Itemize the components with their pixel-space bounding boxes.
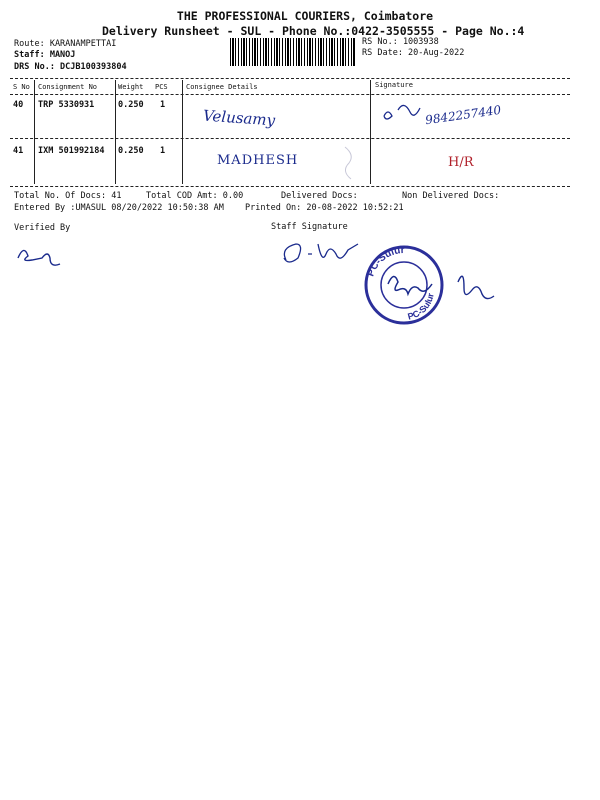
row-weight: 0.250 [118, 100, 144, 110]
company-title: THE PROFESSIONAL COURIERS, Coimbatore [176, 9, 434, 23]
signature-phone: 9842257440 [424, 102, 502, 128]
total-docs: Total No. Of Docs: 41 [14, 191, 122, 201]
header-signature: Signature [375, 81, 413, 89]
row-consignment: IXM 501992184 [38, 146, 105, 156]
header-consignee: Consignee Details [186, 83, 258, 91]
header-pcs: PCS [155, 83, 168, 91]
staff-label: Staff: MANOJ [14, 50, 76, 60]
consignee-handwriting: Velusamy [202, 106, 276, 130]
entered-by: Entered By :UMASUL 08/20/2022 10:50:38 AM [14, 203, 224, 213]
row-sno: 41 [13, 146, 24, 156]
table-header-rule [10, 94, 570, 95]
delivered-docs: Delivered Docs: [281, 191, 358, 201]
stamp-bottom-text: PC-Sulur [406, 292, 436, 322]
rs-number: RS No.: 1003938 [362, 37, 439, 47]
row-consignment: TRP 5330931 [38, 100, 95, 110]
row-pcs: 1 [160, 100, 166, 110]
row-pcs: 1 [160, 146, 166, 156]
route-label: Route: KARANAMPETTAI [14, 39, 117, 49]
table-top-rule [10, 78, 570, 79]
header-consignment: Consignment No [38, 83, 98, 91]
pc-sulur-stamp [356, 244, 456, 328]
row-weight: 0.250 [118, 146, 144, 156]
drs-number: DRS No.: DCJB100393804 [14, 62, 127, 72]
verified-by-label: Verified By [14, 223, 71, 233]
stamp-signature-tail [456, 262, 496, 302]
total-cod: Total COD Amt: 0.00 [146, 191, 244, 201]
rs-date: RS Date: 20-Aug-2022 [362, 48, 465, 58]
stamp-top-text: PC-Sulur [365, 244, 405, 279]
runsheet-subtitle: Delivery Runsheet - SUL - Phone No.:0422-3505555 - Page No.:4 [102, 24, 525, 38]
col-divider [34, 80, 35, 184]
row-divider [10, 138, 570, 139]
table-bottom-rule [10, 186, 570, 187]
barcode [230, 38, 355, 66]
col-divider [115, 80, 116, 184]
non-delivered-docs: Non Delivered Docs: [402, 191, 500, 201]
staff-signature-label: Staff Signature [271, 222, 348, 232]
faint-mark [335, 142, 365, 182]
printed-on: Printed On: 20-08-2022 10:52:21 [245, 203, 404, 213]
header-sno: S No [13, 83, 30, 91]
col-divider [370, 80, 371, 184]
col-divider [182, 80, 183, 184]
header-weight: Weight [118, 83, 144, 91]
signature-hr: H/R [448, 155, 474, 170]
consignee-handwriting: MADHESH [217, 153, 299, 168]
verified-signature [14, 240, 74, 270]
row-sno: 40 [13, 100, 24, 110]
